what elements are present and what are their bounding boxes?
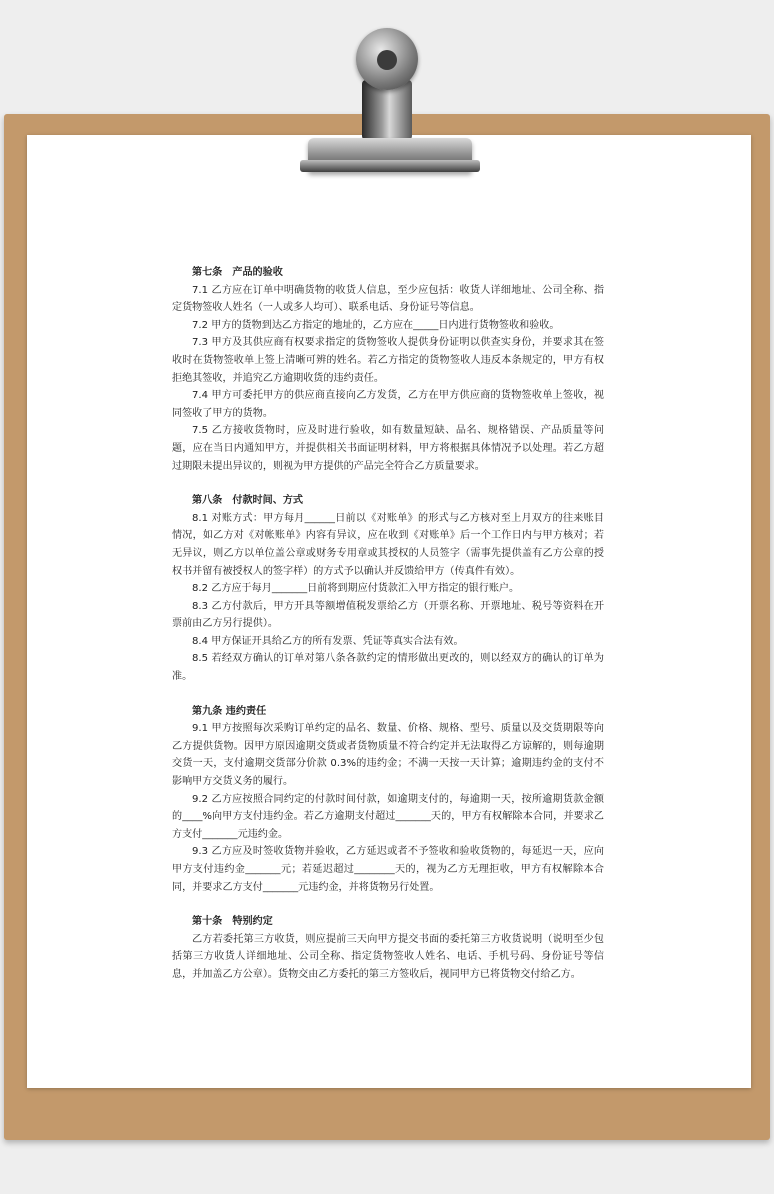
clause: 7.3 甲方及其供应商有权要求指定的货物签收人提供身份证明以供查实身份，并要求其在签收时在货物签收单上签上清晰可辨的姓名。若乙方指定的货物签收人违反本条规定的，甲方有权拒绝其签收，并追究乙方逾期收货的违约责任。 xyxy=(172,337,604,384)
clause: 9.2 乙方应按照合同约定的付款时间付款，如逾期支付的，每逾期一天，按所逾期货款金额的____%向甲方支付违约金。若乙方逾期支付超过_______天的，甲方有权解除本合同，并要求乙方支付_______元违约金。 xyxy=(172,793,604,840)
clause: 7.5 乙方接收货物时，应及时进行验收，如有数量短缺、品名、规格错误、产品质量等问题，应在当日内通知甲方，并提供相关书面证明材料，甲方将根据具体情况予以处理。若乙方超过期限未提出异议的，则视为甲方提供的产品完全符合乙方质量要求。 xyxy=(172,425,604,472)
clause: 9.1 甲方按照每次采购订单约定的品名、数量、价格、规格、型号、质量以及交货期限等向乙方提供货物。因甲方原因逾期交货或者货物质量不符合约定并无法取得乙方谅解的，则每逾期交货一天，支付逾期交货部分价款 0.3%的违约金；不满一天按一天计算；逾期违约金的支付不影响甲方交货义务的履行。 xyxy=(172,723,604,788)
clause: 8.3 乙方付款后，甲方开具等额增值税发票给乙方（开票名称、开票地址、税号等资料在开票前由乙方另行提供）。 xyxy=(172,600,604,630)
section-title: 第九条 违约责任 xyxy=(192,705,267,717)
clause: 乙方若委托第三方收货，则应提前三天向甲方提交书面的委托第三方收货说明（说明至少包括第三方收货人详细地址、公司全称、指定货物签收人姓名、电话、手机号码、身份证号等信息，并加盖乙方公章）。货物交由乙方委托的第三方签收后，视同甲方已将货物交付给乙方。 xyxy=(172,933,604,980)
clip-hole xyxy=(377,50,397,70)
document-body xyxy=(172,264,604,1001)
clause: 7.1 乙方应在订单中明确货物的收货人信息，至少应包括：收货人详细地址、公司全称、指定货物签收人姓名（一人或多人均可）、联系电话、身份证号等信息。 xyxy=(172,284,604,314)
section-9 xyxy=(172,703,604,897)
clip-lip xyxy=(300,160,480,172)
clause: 8.5 若经双方确认的订单对第八条各款约定的情形做出更改的，则以经双方的确认的订单为准。 xyxy=(172,653,604,683)
clause: 8.2 乙方应于每月_______日前将到期应付货款汇入甲方指定的银行账户。 xyxy=(192,583,520,595)
section-10 xyxy=(172,913,604,983)
clause: 8.4 甲方保证开具给乙方的所有发票、凭证等真实合法有效。 xyxy=(192,635,464,647)
section-7 xyxy=(172,264,604,475)
section-title: 第七条 产品的验收 xyxy=(192,267,283,278)
clause: 8.1 对账方式：甲方每月______日前以《对账单》的形式与乙方核对至上月双方的往来账目情况，如乙方对《对帐账单》内容有异议，应在收到《对账单》后一个工作日内与甲方核对；若无异议，则乙方以单位盖公章或财务专用章或其授权的人员签字（需事先提供盖有乙方公章的授权书并留有被授权人的签字样）的方式予以确认并反馈给甲方（传真件有效）。 xyxy=(172,512,604,577)
clause: 9.3 乙方应及时签收货物并验收，乙方延迟或者不予签收和验收货物的，每延迟一天，应向甲方支付违约金_______元；若延迟超过________天的，视为乙方无理拒收，甲方有权解除本合同，并要求乙方支付_______元违约金，并将货物另行处置。 xyxy=(172,846,604,893)
section-8 xyxy=(172,492,604,686)
clause: 7.4 甲方可委托甲方的供应商直接向乙方发货，乙方在甲方供应商的货物签收单上签收，视同签收了甲方的货物。 xyxy=(172,390,604,419)
section-title: 第八条 付款时间、方式 xyxy=(192,495,304,507)
clause: 7.2 甲方的货物到达乙方指定的地址的，乙方应在_____日内进行货物签收和验收。 xyxy=(192,319,560,331)
section-title: 第十条 特别约定 xyxy=(192,916,273,928)
